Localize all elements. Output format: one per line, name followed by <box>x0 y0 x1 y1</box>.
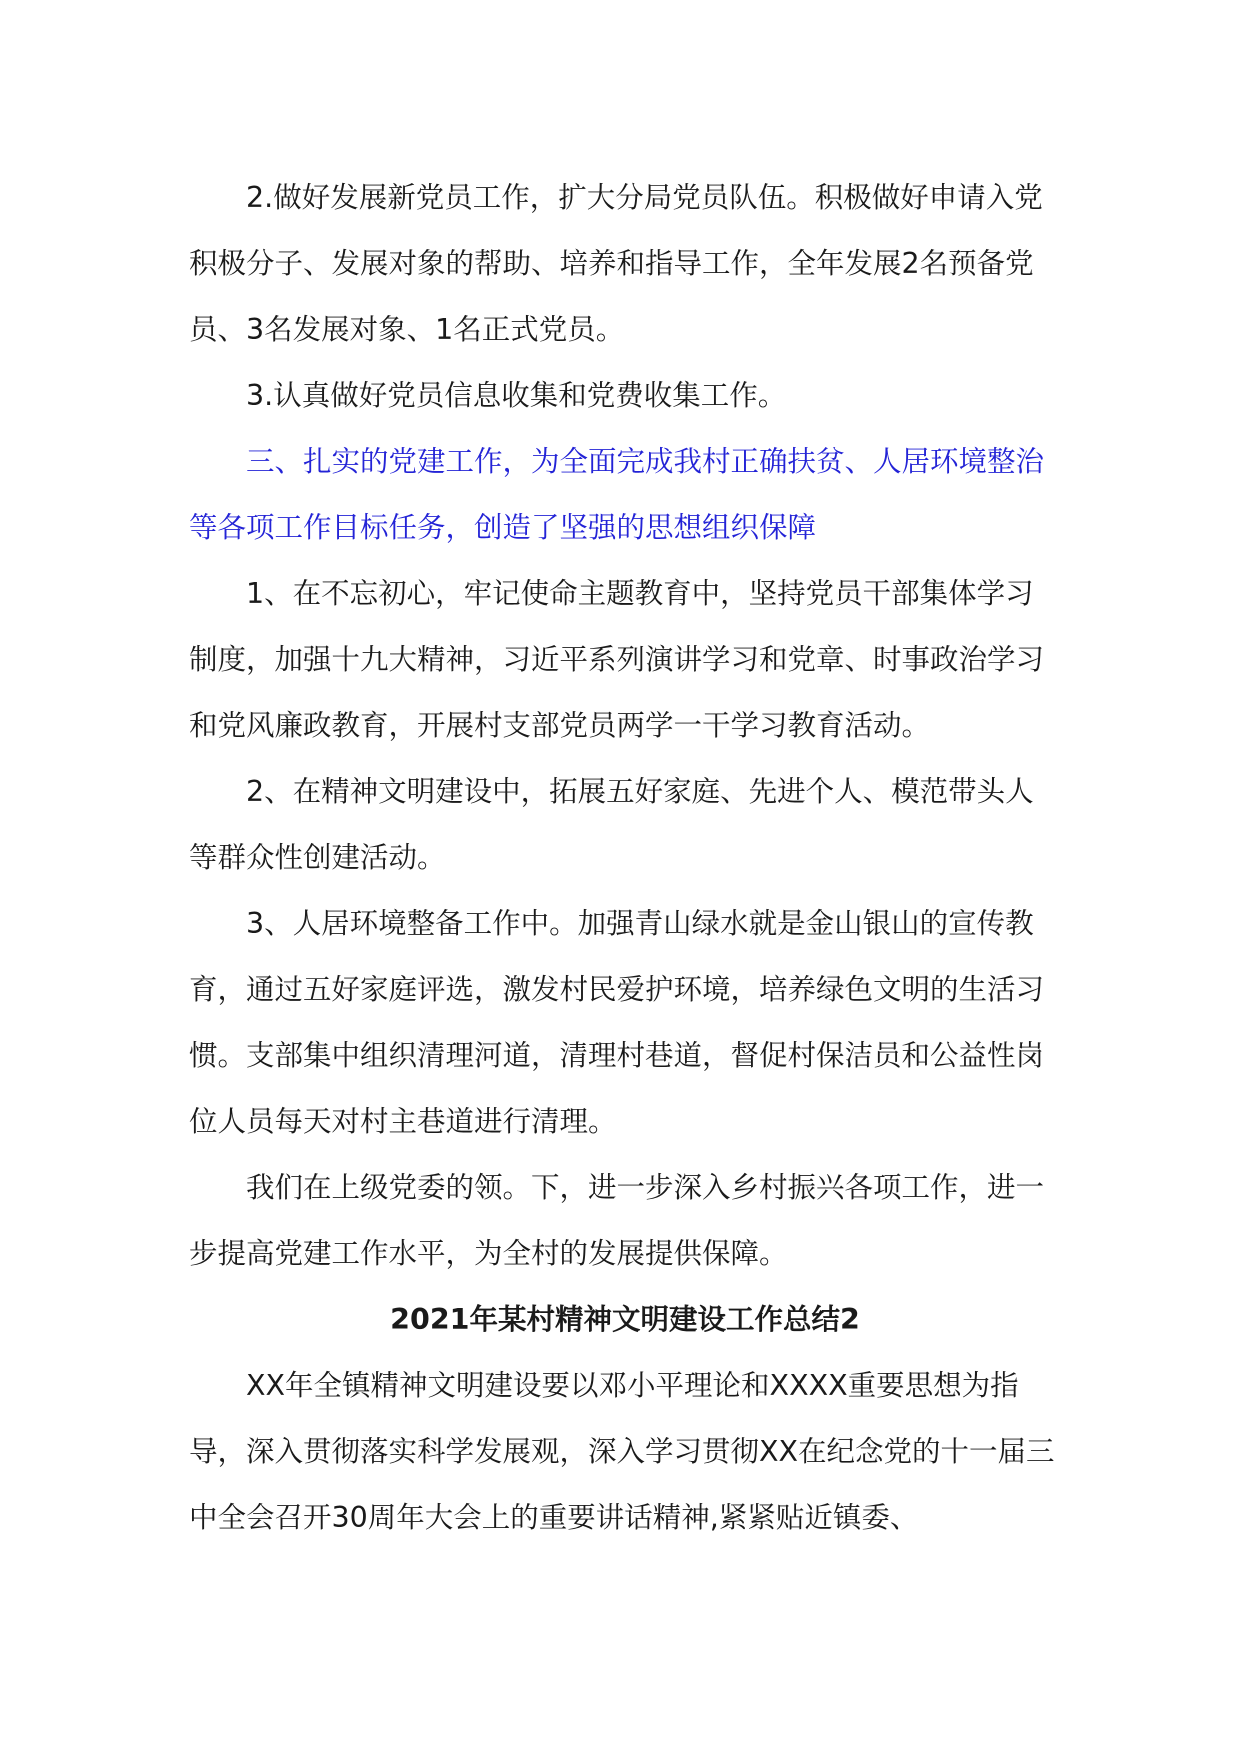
paragraph-party-member-development: 2.做好发展新党员工作，扩大分局党员队伍。积极做好申请入党积极分子、发展对象的帮助、培养和指导工作，全年发展2名预备党员、3名发展对象、1名正式党员。 <box>189 181 1043 346</box>
section-heading: 三、扎实的党建工作，为全面完成我村正确扶贫、人居环境整治等各项工作目标任务，创造了坚强的思想组织保障 <box>189 445 1045 544</box>
paragraph-spiritual-civilization: 2、在精神文明建设中，拓展五好家庭、先进个人、模范带头人等群众性创建活动。 <box>189 775 1034 874</box>
article-title: 2021年某村精神文明建设工作总结2 <box>390 1303 860 1336</box>
paragraph-theme-education: 1、在不忘初心，牢记使命主题教育中，坚持党员干部集体学习制度，加强十九大精神，习近平系列演讲学习和党章、时事政治学习和党风廉政教育，开展村支部党员两学一干学习教育活动。 <box>189 577 1045 742</box>
paragraph-conclusion: 我们在上级党委的领。下，进一步深入乡村振兴各项工作，进一步提高党建工作水平，为全村的发展提供保障。 <box>189 1171 1045 1270</box>
paragraph-guiding-thought: XX年全镇精神文明建设要以邓小平理论和XXXX重要思想为指导，深入贯彻落实科学发展观，深入学习贯彻XX在纪念党的十一届三中全会召开30周年大会上的重要讲话精神,紧紧贴近镇委、 <box>189 1369 1055 1534</box>
paragraph-living-environment: 3、人居环境整备工作中。加强青山绿水就是金山银山的宣传教育，通过五好家庭评选，激发村民爱护环境，培养绿色文明的生活习惯。支部集中组织清理河道，清理村巷道，督促村保洁员和公益性岗位人员每天对村主巷道进行清理。 <box>189 907 1045 1138</box>
document-page <box>189 165 1061 1551</box>
paragraph-party-info-collection: 3.认真做好党员信息收集和党费收集工作。 <box>246 379 787 412</box>
